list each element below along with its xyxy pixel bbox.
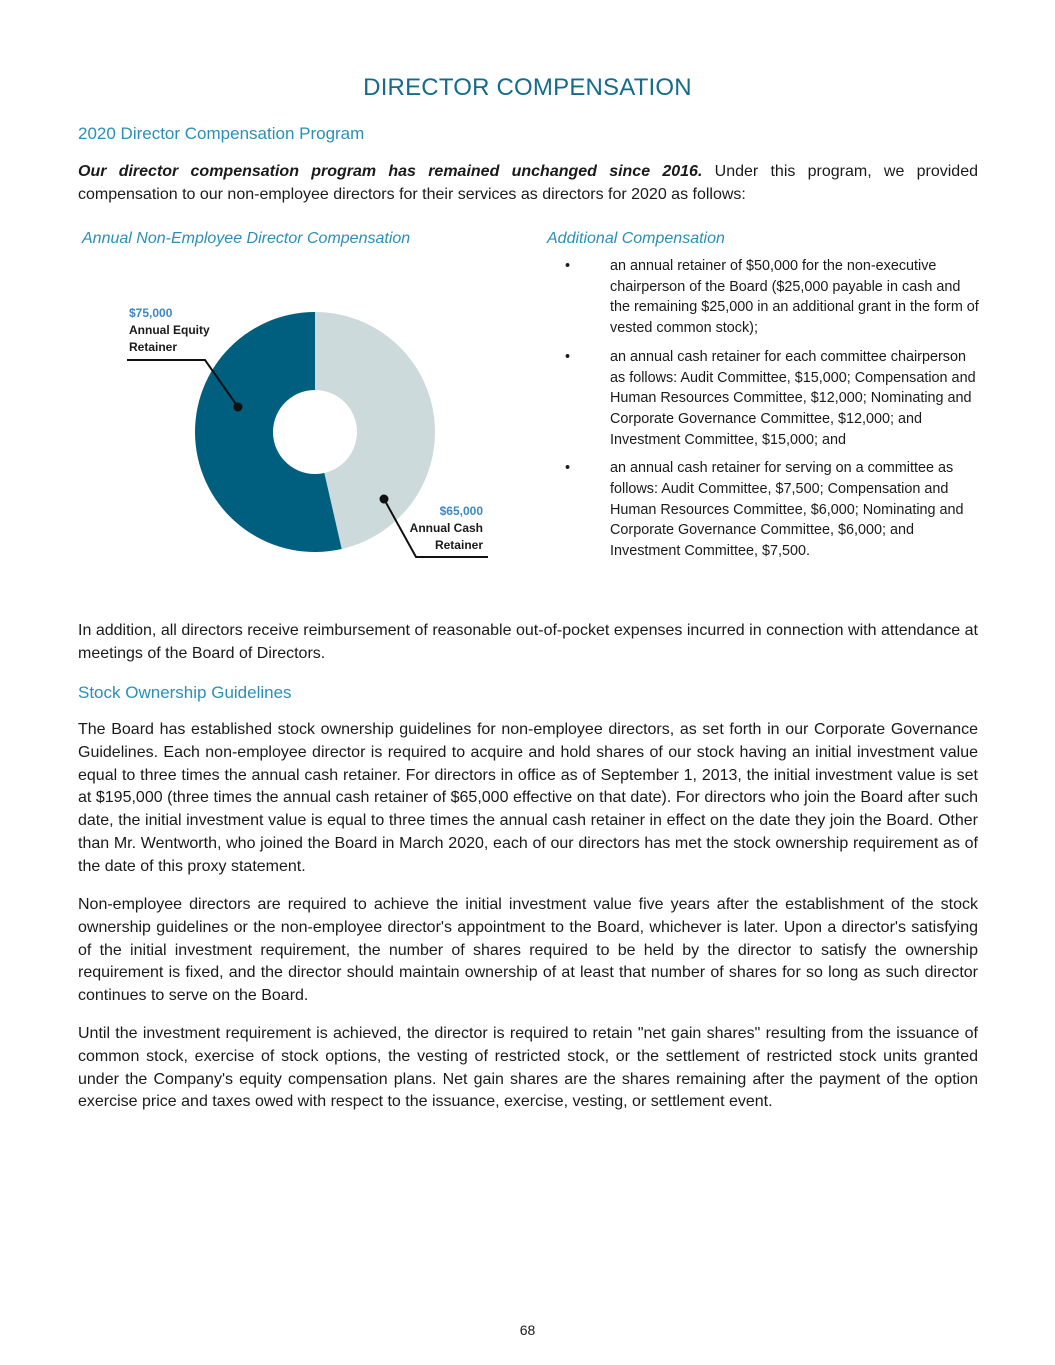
bullet-icon: • (565, 460, 571, 477)
additional-compensation-heading: Additional Compensation (547, 230, 725, 247)
stock-paragraph-3: Until the investment requirement is achieved, the director is required to retain "net gain shares" resulting from the issuance of common stock, exercise of stock options, the vesting of restricted stock, or the settlement of restricted stock units granted under the Company's equity compensation plans. Net gain shares are the shares remaining after the payment of the option exercise price and taxes owed with respect to the issuance, exercise, vesting, or settlement event. (78, 1025, 978, 1111)
chart-heading: Annual Non-Employee Director Compensation (82, 230, 411, 247)
compensation-donut-chart (110, 290, 510, 580)
equity-label-line1: Annual Equity (129, 323, 210, 337)
program-intro (78, 161, 978, 207)
reimbursement-paragraph: In addition, all directors receive reimbursement of reasonable out-of-pocket expenses incurred in connection with attendance at meetings of the Board of Directors. (78, 622, 978, 662)
list-item (560, 458, 980, 562)
program-heading: 2020 Director Compensation Program (78, 124, 365, 143)
cash-label-line2: Retainer (434, 538, 483, 552)
bullet-text: an annual retainer of $50,000 for the non-executive chairperson of the Board ($25,000 payable in cash and the remaining $25,000 in an additional grant in the form of vested common stock); (610, 258, 979, 337)
page-number: 68 (519, 1322, 536, 1338)
stock-paragraph-1: The Board has established stock ownership guidelines for non-employee directors, as set forth in our Corporate Governance Guidelines. Each non-employee director is required to acquire and hold shares of our stock having an initial investment value equal to three times the annual cash retainer. For directors in office as of September 1, 2013, the initial investment value is set at $195,000 (three times the annual cash retainer of $65,000 effective on that date). For directors who join the Board after such date, the initial investment value is equal to three times the annual cash retainer in effect on the date they join the Board. Other than Mr. Wentworth, who joined the Board in March 2020, each of our directors has met the stock ownership requirement as of the date of this proxy statement. (78, 721, 978, 875)
bullet-text: an annual cash retainer for serving on a committee as follows: Audit Committee, $7,500; Compensation and Human Resources Committee, $6,000; Nominating and Corporate Governance Committee, $6,000; and Investment Committee, $7,500. (610, 460, 964, 560)
additional-compensation-list (560, 256, 980, 570)
cash-leader-dot (380, 495, 389, 504)
cash-amount-label: $65,000 (439, 504, 483, 518)
bullet-icon: • (565, 258, 571, 274)
equity-label-line2: Retainer (129, 340, 178, 354)
list-item (560, 347, 980, 451)
bullet-icon: • (565, 348, 571, 365)
donut-slices (195, 312, 435, 552)
program-intro-rest: Under this program, we provided compensation to our non-employee directors for their services as directors for 2020 as follows: (78, 163, 978, 203)
list-item (560, 256, 980, 339)
cash-label-line1: Annual Cash (409, 521, 483, 535)
equity-amount-label: $75,000 (129, 306, 173, 320)
stock-paragraph-2: Non-employee directors are required to achieve the initial investment value five years after the establishment of the stock ownership guidelines or the non-employee director's appointment to the Board, whichever is later. Upon a director's satisfying of the initial investment requirement, the number of shares required to be held by the director to satisfy the ownership requirement is fixed, and the director should maintain ownership of at least that number of shares for so long as such director continues to serve on the Board. (78, 896, 978, 1005)
page-title: DIRECTOR COMPENSATION (363, 74, 692, 101)
equity-leader-dot (234, 403, 243, 412)
program-intro-lead: Our director compensation program has remained unchanged since 2016. (78, 163, 703, 180)
stock-ownership-heading: Stock Ownership Guidelines (78, 683, 292, 702)
bullet-text: an annual cash retainer for each committee chairperson as follows: Audit Committee, $15,000; Compensation and Human Resources Committee, $12,000; Nominating and Corporate Governance Committee, $12,000; and Investment Committee, $15,000; and (610, 348, 976, 448)
